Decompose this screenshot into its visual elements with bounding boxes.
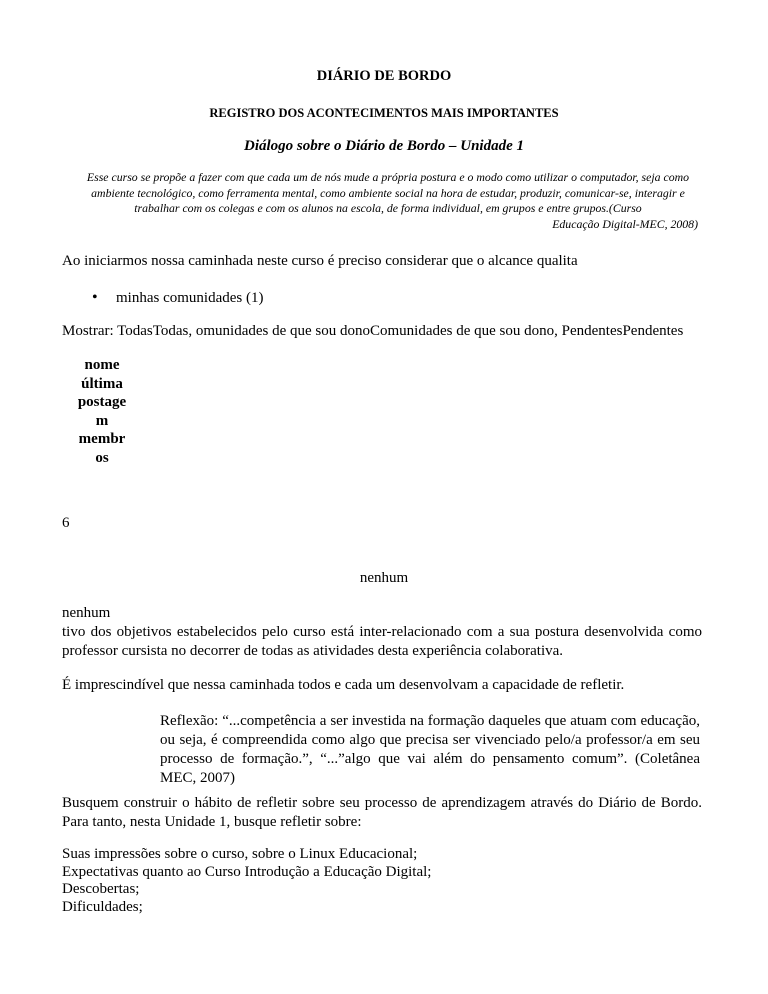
bullet-item-label[interactable]: minhas comunidades (1) [116, 290, 264, 306]
section-heading: Diálogo sobre o Diário de Bordo – Unidade 1 [243, 138, 524, 154]
paragraph-course-start: Ao iniciarmos nossa caminhada neste curso é preciso considerar que o alcance qualita [62, 253, 578, 269]
table-header-last-post: última postage m [77, 375, 127, 429]
table-header-members: membr os [78, 431, 126, 466]
document-title: DIÁRIO DE BORDO [316, 68, 452, 84]
list-item: Suas impressões sobre o curso, sobre o Linux Educacional; [62, 846, 418, 862]
intro-paragraph [78, 170, 698, 232]
list-item: Dificuldades; [62, 898, 143, 915]
list-item: Descobertas; [62, 881, 140, 897]
bullet-list-item [92, 288, 263, 308]
reflection-list [62, 846, 702, 916]
paragraph-reflect: É imprescindível que nessa caminhada todos e cada um desenvolvam a capacidade de refletir. [62, 677, 625, 693]
table-header-column [64, 356, 140, 467]
intro-citation: Educação Digital-MEC, 2008) [552, 216, 698, 231]
bullet-icon: • [92, 289, 98, 306]
reflection-quote: Reflexão: “...competência a ser investida na formação daqueles que atuam com educação, ou seja, é compreendida como algo que precisa ser vivenciado pelo/a professor/a em seu processo de formação.”, “...”algo que vai além do pensamento comum”. (Coletânea MEC, 2007) [160, 713, 700, 786]
intro-text: Esse curso se propõe a fazer com que cada um de nós mude a própria postura e o modo como utilizar o computador, seja como ambiente tecnológico, como ferramenta mental, como ambiente social na hora de estudar, produzir, comunicar-se, interagir e trabalhar com os colegas e com os alunos na escola, de forma individual, em grupos e entre grupos.(Curso [86, 170, 690, 215]
document-subtitle: REGISTRO DOS ACONTECIMENTOS MAIS IMPORTANTES [209, 106, 559, 120]
table-header-name: nome [84, 357, 120, 373]
number-value: 6 [62, 515, 70, 531]
centered-word: nenhum [359, 570, 409, 586]
paragraph-objectives [62, 604, 702, 661]
paragraph-objectives-text: tivo dos objetivos estabelecidos pelo curso está inter-relacionado com a sua postura desenvolvida como professor cursista no decorrer de todas as atividades desta experiência colaborativa. [62, 624, 702, 659]
paragraph-objectives-first-line: nenhum [62, 605, 111, 621]
paragraph-diary-habit: Busquem construir o hábito de refletir sobre seu processo de aprendizagem através do Diário de Bordo. Para tanto, nesta Unidade 1, busque refletir sobre: [62, 795, 702, 830]
show-filter-line: Mostrar: TodasTodas, omunidades de que sou donoComunidades de que sou dono, PendentesPendentes [62, 323, 684, 339]
list-item: Expectativas quanto ao Curso Introdução a Educação Digital; [62, 863, 432, 880]
